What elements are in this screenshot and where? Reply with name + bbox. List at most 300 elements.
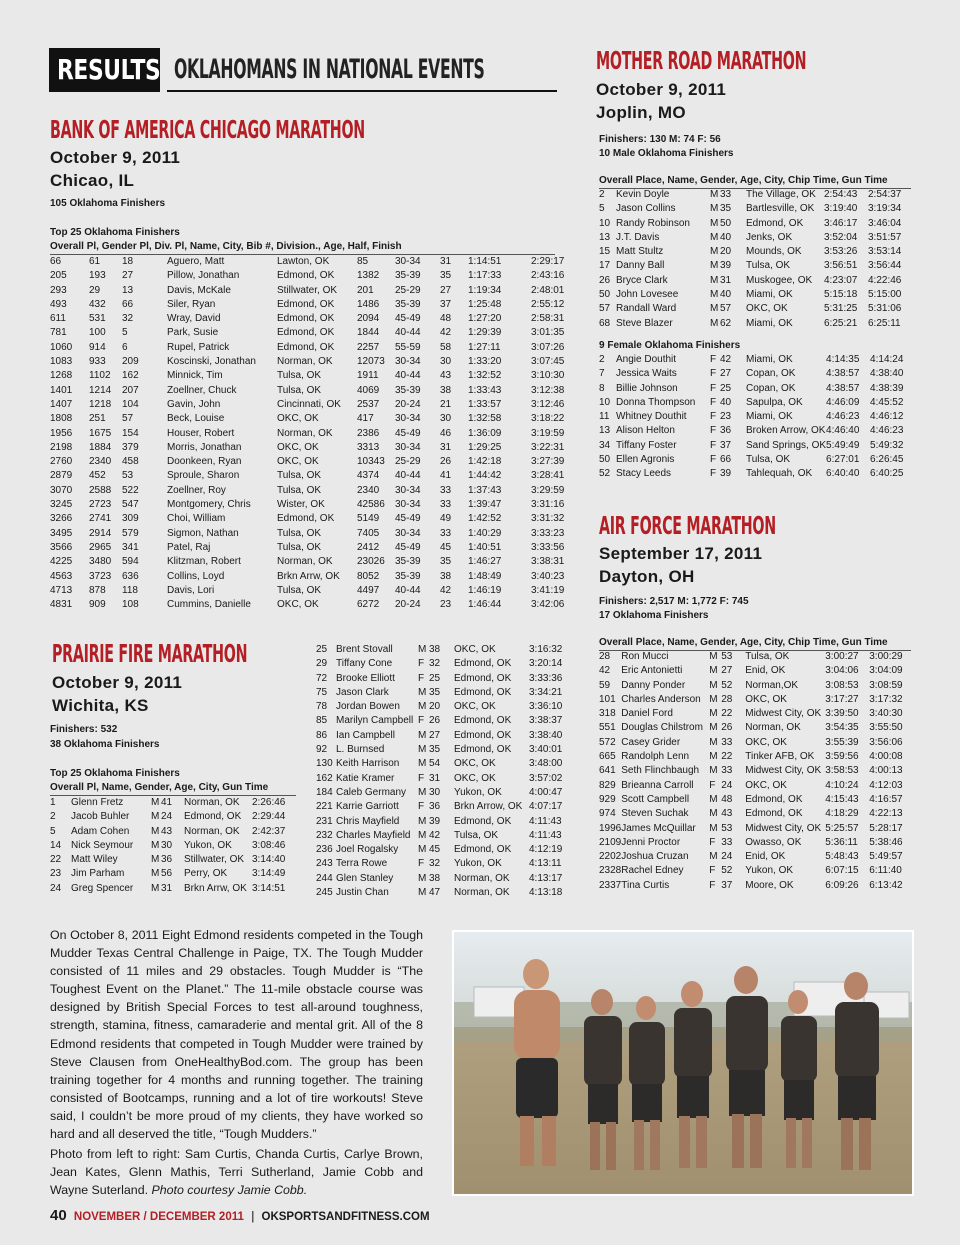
table-cell: 3:38:40 xyxy=(529,729,563,741)
table-cell: 3723 xyxy=(89,570,112,582)
table-cell: Daniel Ford xyxy=(621,708,673,720)
table-cell: 1:33:43 xyxy=(468,384,502,396)
table-cell: Karrie Garriott xyxy=(336,801,399,813)
table-cell: Whitney Douthit xyxy=(616,411,687,423)
table-cell: 30-34 xyxy=(395,527,421,539)
table-cell: 38 xyxy=(440,384,452,396)
table-cell: 1:46:19 xyxy=(468,584,502,596)
table-cell: 5:38:46 xyxy=(869,836,903,848)
table-cell: Brkn Arrow, OK xyxy=(454,801,523,813)
table-cell: Edmond, OK xyxy=(277,298,335,310)
table-cell: 5:49:49 xyxy=(826,439,860,451)
table-cell: Midwest City, OK xyxy=(745,708,822,720)
table-cell: 31 xyxy=(720,274,732,286)
table-cell: 878 xyxy=(89,584,106,596)
table-cell: 6:13:42 xyxy=(869,879,903,891)
table-cell: 493 xyxy=(50,298,67,310)
table-row xyxy=(316,643,569,657)
table-cell: 914 xyxy=(89,341,106,353)
table-cell: 39 xyxy=(720,260,732,272)
table-cell: 5:15:00 xyxy=(868,289,902,301)
table-row xyxy=(599,650,909,664)
table-cell: 205 xyxy=(50,270,67,282)
table-cell: 27 xyxy=(721,665,733,677)
table-cell: M xyxy=(709,722,718,734)
table-cell: 4:00:08 xyxy=(869,751,903,763)
mother-finishers: Finishers: 130 M: 74 F: 56 xyxy=(599,134,721,145)
table-cell: 1:27:11 xyxy=(468,341,501,353)
table-cell: OKC, OK xyxy=(454,758,496,770)
table-row xyxy=(599,750,909,764)
table-cell: 2 xyxy=(50,811,56,823)
table-cell: 4:38:57 xyxy=(826,382,860,394)
table-cell: 3:19:34 xyxy=(868,203,902,215)
table-cell: M xyxy=(418,887,427,899)
table-cell: 193 xyxy=(89,270,106,282)
table-cell: 3:38:37 xyxy=(529,715,563,727)
table-cell: 531 xyxy=(89,313,106,325)
table-cell: Park, Susie xyxy=(167,327,219,339)
table-cell: 3070 xyxy=(50,484,73,496)
table-cell: Glen Stanley xyxy=(336,872,394,884)
table-cell: 36 xyxy=(429,801,441,813)
table-cell: 45-49 xyxy=(395,427,421,439)
table-cell: 23 xyxy=(440,599,452,611)
table-row xyxy=(599,764,909,778)
table-cell: Klitzman, Robert xyxy=(167,556,241,568)
table-cell: 5:28:17 xyxy=(869,822,903,834)
table-cell: 3:48:00 xyxy=(529,758,563,770)
table-cell: 33 xyxy=(440,527,452,539)
table-cell: 452 xyxy=(89,470,106,482)
table-cell: Cummins, Danielle xyxy=(167,599,251,611)
table-cell: Sapulpa, OK xyxy=(746,396,803,408)
table-cell: 39 xyxy=(429,815,441,827)
table-cell: Joel Rogalsky xyxy=(336,844,399,856)
table-cell: 35 xyxy=(429,744,441,756)
table-cell: 75 xyxy=(316,686,328,698)
table-cell: M xyxy=(709,665,718,677)
website-url: OKSPORTSANDFITNESS.COM xyxy=(261,1211,430,1223)
table-cell: 30-34 xyxy=(395,256,421,267)
table-cell: F xyxy=(710,354,717,365)
table-cell: M xyxy=(710,260,719,272)
table-cell: 3:14:49 xyxy=(252,868,286,880)
table-row xyxy=(599,424,908,438)
table-cell: 72 xyxy=(316,672,328,684)
table-cell: 3:40:23 xyxy=(531,570,565,582)
table-row xyxy=(599,836,909,850)
table-cell: 24 xyxy=(721,779,733,791)
table-cell: Edmond, OK xyxy=(454,844,512,856)
table-cell: M xyxy=(418,844,427,856)
table-cell: 27 xyxy=(720,368,732,380)
table-cell: 3266 xyxy=(50,513,73,525)
table-cell: 6:40:40 xyxy=(826,468,860,480)
table-cell: 3:33:23 xyxy=(531,527,565,539)
table-cell: John Lovesee xyxy=(616,289,679,301)
table-cell: OKC, OK xyxy=(277,441,319,453)
table-cell: M xyxy=(709,736,718,748)
table-cell: Rupel, Patrick xyxy=(167,341,230,353)
table-cell: 3:51:57 xyxy=(868,231,902,243)
prairie-ok-count: 38 Oklahoma Finishers xyxy=(50,739,160,750)
table-row xyxy=(599,850,909,864)
table-row xyxy=(50,298,564,312)
table-row xyxy=(599,202,906,216)
table-cell: 35-39 xyxy=(395,270,421,282)
table-row xyxy=(599,217,906,231)
table-cell: Charles Anderson xyxy=(621,693,701,705)
table-cell: 1:32:58 xyxy=(468,413,502,425)
table-cell: 45 xyxy=(440,541,452,553)
table-cell: 31 xyxy=(440,256,452,267)
table-cell: 66 xyxy=(50,256,62,267)
table-cell: 59 xyxy=(599,679,611,691)
table-row xyxy=(599,317,906,331)
table-cell: 2723 xyxy=(89,499,112,511)
table-cell: 2741 xyxy=(89,513,112,525)
table-row xyxy=(316,672,569,686)
table-row xyxy=(599,879,909,893)
table-cell: F xyxy=(418,658,425,670)
table-cell: 42 xyxy=(440,327,452,339)
table-cell: 4:07:17 xyxy=(529,801,563,813)
table-cell: 7 xyxy=(599,368,605,380)
table-cell: 21 xyxy=(440,398,452,410)
table-cell: Minnick, Tim xyxy=(167,370,223,382)
table-cell: Keith Harrison xyxy=(336,758,400,770)
table-cell: Edmond, OK xyxy=(184,811,242,823)
table-cell: 8052 xyxy=(357,570,380,582)
table-cell: 54 xyxy=(429,758,441,770)
table-cell: 3:33:56 xyxy=(531,541,565,553)
table-cell: Edmond, OK xyxy=(454,658,512,670)
table-cell: 32 xyxy=(429,658,441,670)
table-cell: Tina Curtis xyxy=(621,879,670,891)
table-row xyxy=(50,882,292,896)
table-cell: F xyxy=(710,382,717,394)
table-row xyxy=(50,255,564,269)
table-cell: 22 xyxy=(721,708,733,720)
table-cell: 1060 xyxy=(50,341,73,353)
table-cell: Brieanna Carroll xyxy=(621,779,694,791)
table-cell: OKC, OK xyxy=(454,644,496,655)
table-cell: M xyxy=(151,797,160,808)
table-cell: Muskogee, OK xyxy=(746,274,813,286)
table-cell: 30-34 xyxy=(395,413,421,425)
table-cell: The Village, OK xyxy=(746,189,816,200)
table-cell: 3:17:32 xyxy=(869,693,903,705)
table-cell: 3:40:30 xyxy=(869,708,903,720)
table-cell: 4:38:57 xyxy=(826,368,860,380)
table-cell: Montgomery, Chris xyxy=(167,499,251,511)
table-cell: 2:55:12 xyxy=(531,298,565,310)
table-cell: 30 xyxy=(440,413,452,425)
table-cell: 1102 xyxy=(89,370,111,382)
table-cell: 27 xyxy=(122,270,134,282)
table-cell: 3:55:50 xyxy=(869,722,903,734)
table-cell: 1:32:52 xyxy=(468,370,502,382)
table-cell: 4:11:43 xyxy=(529,829,562,841)
table-cell: Joshua Cruzan xyxy=(621,851,689,863)
table-cell: Stillwater, OK xyxy=(277,284,338,296)
table-cell: 35 xyxy=(429,686,441,698)
table-cell: 2:26:46 xyxy=(252,797,286,808)
photo-caption-names: Photo from left to right: Sam Curtis, Chanda Curtis, Carlye Brown, Jean Kates, Glenn Mathis, Terri Sutherland, Jamie Cobb and Wayne Suterland. xyxy=(50,1147,423,1198)
table-cell: 1:42:18 xyxy=(468,456,502,468)
table-cell: F xyxy=(418,715,425,727)
table-cell: Broken Arrow, OK xyxy=(746,425,826,437)
table-cell: 1083 xyxy=(50,356,73,368)
table-cell: 30-34 xyxy=(395,499,421,511)
table-cell: 3:08:46 xyxy=(252,839,286,851)
table-cell: 4:12:19 xyxy=(529,844,563,856)
table-row xyxy=(599,721,909,735)
table-cell: Wray, David xyxy=(167,313,221,325)
table-cell: 33 xyxy=(440,484,452,496)
table-cell: 231 xyxy=(316,815,333,827)
table-row xyxy=(50,384,564,398)
table-cell: 85 xyxy=(316,715,328,727)
table-cell: 341 xyxy=(122,541,139,553)
table-cell: Jenni Proctor xyxy=(621,836,681,848)
table-cell: 5 xyxy=(50,825,56,837)
table-row xyxy=(50,584,564,598)
table-cell: 49 xyxy=(440,513,452,525)
table-cell: M xyxy=(151,868,160,880)
table-cell: Gavin, John xyxy=(167,398,221,410)
table-cell: 3:28:41 xyxy=(531,470,565,482)
table-cell: 3:55:39 xyxy=(825,736,859,748)
table-cell: 1:19:34 xyxy=(468,284,502,296)
table-cell: 1:37:43 xyxy=(468,484,502,496)
table-row xyxy=(316,714,569,728)
airforce-ok-count: 17 Oklahoma Finishers xyxy=(599,610,709,621)
table-cell: Lawton, OK xyxy=(277,256,330,267)
table-cell: 4:22:13 xyxy=(869,808,903,820)
table-cell: Tulsa, OK xyxy=(277,527,322,539)
table-cell: 8 xyxy=(599,382,605,394)
table-cell: Collins, Loyd xyxy=(167,570,225,582)
table-cell: Copan, OK xyxy=(746,382,796,394)
table-cell: Edmond, OK xyxy=(454,729,512,741)
table-cell: 66 xyxy=(720,454,732,466)
prairie-results-table-continued xyxy=(316,643,569,900)
table-cell: 1214 xyxy=(89,384,112,396)
table-cell: 4069 xyxy=(357,384,380,396)
table-cell: 3566 xyxy=(50,541,73,553)
table-cell: 829 xyxy=(599,779,616,791)
table-row xyxy=(599,693,909,707)
table-cell: 45-49 xyxy=(395,313,421,325)
table-cell: 4:13:11 xyxy=(529,858,562,870)
table-cell: 32 xyxy=(429,858,441,870)
table-cell: 17 xyxy=(599,260,611,272)
table-row xyxy=(316,815,569,829)
table-cell: Davis, McKale xyxy=(167,284,231,296)
chicago-results-table xyxy=(50,255,564,612)
table-cell: 4563 xyxy=(50,570,73,582)
table-cell: 50 xyxy=(599,454,611,466)
table-cell: 2412 xyxy=(357,541,380,553)
table-cell: 3:31:32 xyxy=(531,513,565,525)
table-cell: Norman, OK xyxy=(745,722,801,734)
table-cell: Katie Kramer xyxy=(336,772,395,784)
table-cell: OKC, OK xyxy=(454,701,496,713)
table-cell: M xyxy=(418,744,427,756)
table-cell: Beck, Louise xyxy=(167,413,225,425)
table-cell: Brooke Elliott xyxy=(336,672,395,684)
table-cell: 4:13:17 xyxy=(529,872,563,884)
table-cell: 4:46:09 xyxy=(826,396,860,408)
table-row xyxy=(50,527,564,541)
table-cell: Yukon, OK xyxy=(184,839,232,851)
photo-caption xyxy=(50,1145,423,1199)
table-cell: 6 xyxy=(122,341,128,353)
table-cell: J.T. Davis xyxy=(616,231,660,243)
table-cell: 40-44 xyxy=(395,327,421,339)
table-cell: 30 xyxy=(161,839,173,851)
table-cell: 4225 xyxy=(50,556,73,568)
tough-mudder-article: On October 8, 2011 Eight Edmond residents competed in the Tough Mudder Texas Central Challenge in Paige, TX. The Tough Mudder consisted of 11 miles and 29 obstacles. Tough Mudder is “The Toughest Event on the Planet.” The 11-mile obstacle course was designed by British Special Forces to test all-around toughness, strength, stamina, fitness, camaraderie and mental grit. All of the 8 Edmond residents that competed in Tough Mudder were trained by Steve Clausen from OneHealthyBod.com. The group has been training together for 4 months and running together. The training consisted of Bootcamps, running and a lot of tire workouts! Steve said, I couldn’t be more proud of my clients, they have worked so hard and all deserved the title, “Tough Mudders.” xyxy=(50,928,423,1142)
table-cell: 3:46:04 xyxy=(868,217,902,229)
table-cell: 15 xyxy=(599,246,611,258)
photo-credit: Photo courtesy Jamie Cobb. xyxy=(151,1183,308,1198)
prairie-location: Wichita, KS xyxy=(52,696,149,715)
table-cell: 2109 xyxy=(599,836,622,848)
table-row xyxy=(50,853,292,867)
prairie-top-label: Top 25 Oklahoma Finishers xyxy=(50,768,180,779)
table-cell: 4:12:03 xyxy=(869,779,903,791)
table-row xyxy=(50,541,564,555)
table-cell: OKC, OK xyxy=(745,693,787,705)
table-cell: 3:19:40 xyxy=(824,203,858,215)
table-cell: 4:15:43 xyxy=(825,793,859,805)
table-cell: Tulsa, OK xyxy=(454,829,499,841)
table-cell: 26 xyxy=(429,715,441,727)
table-cell: Angie Douthit xyxy=(616,354,677,365)
table-row xyxy=(50,341,564,355)
table-cell: 27 xyxy=(429,729,441,741)
table-cell: 43 xyxy=(721,808,733,820)
table-cell: 3:07:45 xyxy=(531,356,565,368)
table-cell: 6:09:26 xyxy=(825,879,859,891)
table-cell: 4:00:13 xyxy=(869,765,903,777)
table-cell: 31 xyxy=(440,441,452,453)
table-cell: Zoellner, Roy xyxy=(167,484,226,496)
table-cell: 92 xyxy=(316,744,328,756)
table-cell: 46 xyxy=(440,427,452,439)
table-cell: 26 xyxy=(721,722,733,734)
table-row xyxy=(599,793,909,807)
table-cell: Greg Spencer xyxy=(71,882,134,894)
table-cell: 1401 xyxy=(50,384,73,396)
table-cell: 2386 xyxy=(357,427,380,439)
table-cell: M xyxy=(709,822,718,834)
table-cell: 53 xyxy=(721,651,733,662)
table-cell: F xyxy=(710,411,717,423)
table-row xyxy=(316,729,569,743)
table-row xyxy=(50,369,564,383)
table-cell: M xyxy=(418,815,427,827)
table-cell: 3:18:22 xyxy=(531,413,565,425)
table-cell: M xyxy=(418,729,427,741)
prairie-columns: Overall Pl, Name, Gender, Age, City, Gun Time xyxy=(50,782,269,793)
table-cell: Tulsa, OK xyxy=(277,384,322,396)
table-cell: 23 xyxy=(50,868,62,880)
table-cell: Edmond, OK xyxy=(454,686,512,698)
mother-female-table xyxy=(599,353,908,482)
table-row xyxy=(50,441,564,455)
table-cell: 35 xyxy=(720,203,732,215)
table-cell: Midwest City, OK xyxy=(745,765,822,777)
table-cell: 6:25:21 xyxy=(824,317,858,329)
table-cell: 3:16:32 xyxy=(529,644,563,655)
table-cell: 933 xyxy=(89,356,106,368)
table-cell: 22 xyxy=(721,751,733,763)
table-cell: 6272 xyxy=(357,599,380,611)
table-cell: 57 xyxy=(122,413,134,425)
table-cell: 61 xyxy=(89,256,101,267)
table-cell: 25-29 xyxy=(395,284,421,296)
table-cell: 30-34 xyxy=(395,356,421,368)
table-cell: Yukon, OK xyxy=(454,858,502,870)
mother-title: MOTHER ROAD MARATHON xyxy=(596,46,807,75)
table-cell: 1:14:51 xyxy=(468,256,502,267)
table-cell: 3:53:26 xyxy=(824,246,858,258)
table-cell: F xyxy=(709,879,716,891)
table-cell: 57 xyxy=(599,303,611,315)
table-cell: 35-39 xyxy=(395,556,421,568)
table-cell: Tulsa, OK xyxy=(277,470,322,482)
prairie-date: October 9, 2011 xyxy=(52,673,183,692)
table-row xyxy=(599,707,909,721)
table-cell: 20 xyxy=(720,246,732,258)
table-row xyxy=(599,864,909,878)
results-badge-label: RESULTS xyxy=(57,53,161,86)
table-cell: 232 xyxy=(316,829,333,841)
table-cell: 2879 xyxy=(50,470,73,482)
table-cell: Edmond, OK xyxy=(454,815,512,827)
table-row xyxy=(599,245,906,259)
table-cell: 3:36:10 xyxy=(529,701,563,713)
table-cell: 2094 xyxy=(357,313,380,325)
table-cell: M xyxy=(151,811,160,823)
table-cell: M xyxy=(709,851,718,863)
table-cell: 929 xyxy=(599,793,616,805)
table-cell: 13 xyxy=(599,425,611,437)
table-cell: Ron Mucci xyxy=(621,651,669,662)
table-cell: 4831 xyxy=(50,599,73,611)
table-cell: 25 xyxy=(429,672,441,684)
table-cell: 1996 xyxy=(599,822,622,834)
table-cell: Tahlequah, OK xyxy=(746,468,813,480)
table-cell: 3:04:06 xyxy=(825,665,859,677)
table-cell: 43 xyxy=(161,825,173,837)
table-cell: M xyxy=(418,758,427,770)
table-cell: F xyxy=(709,865,716,877)
table-row xyxy=(50,512,564,526)
table-cell: 1:25:48 xyxy=(468,298,502,310)
table-row xyxy=(316,843,569,857)
table-cell: 3:57:02 xyxy=(529,772,563,784)
table-row xyxy=(50,355,564,369)
table-cell: 33 xyxy=(721,765,733,777)
table-cell: Casey Grider xyxy=(621,736,681,748)
table-cell: 636 xyxy=(122,570,139,582)
table-cell: 10343 xyxy=(357,456,385,468)
